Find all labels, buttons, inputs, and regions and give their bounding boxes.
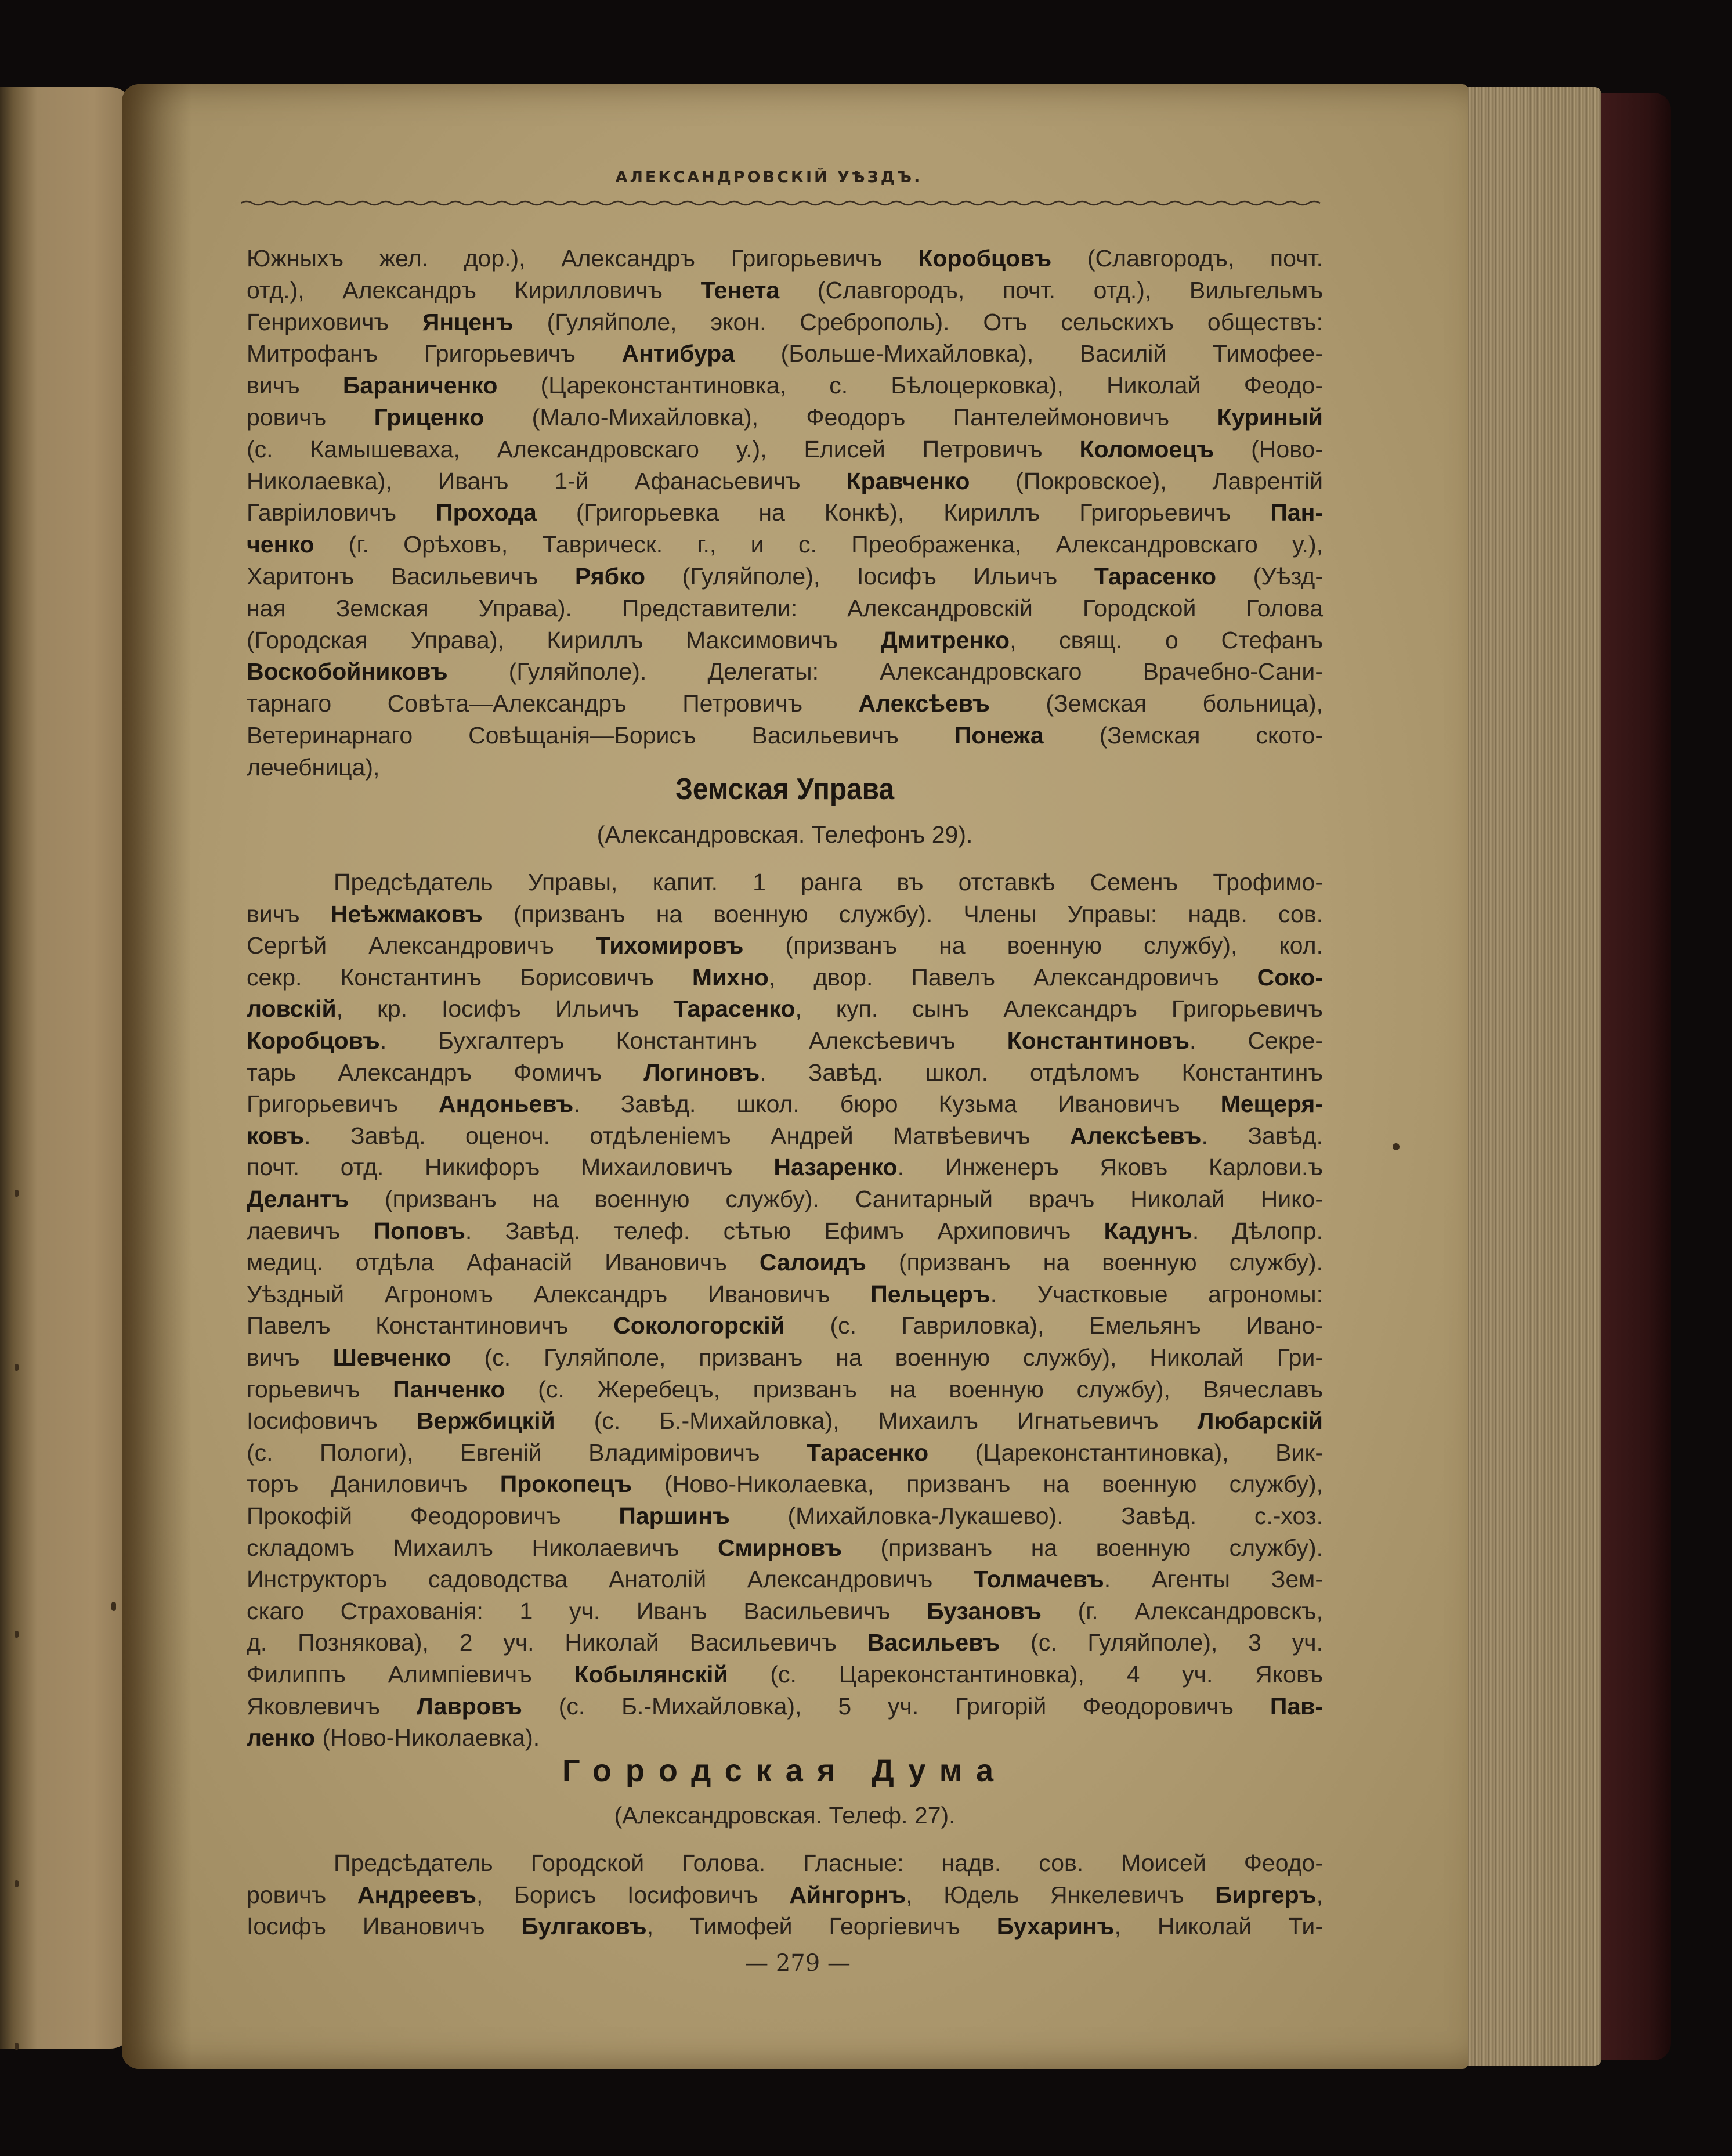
text-line — [247, 654, 1323, 689]
text-run: ная Земская Управа). Представители: Александровскій Городской Голова — [247, 594, 1323, 622]
surname: Поповъ — [373, 1217, 465, 1244]
section-title-gorodskaya-duma: Городская Дума — [562, 1753, 1008, 1788]
surname: Тарасенко — [1094, 563, 1216, 590]
text-line — [247, 1277, 1323, 1312]
text-run: (Славгородъ, почт. отд.), Вильгельмъ — [779, 276, 1323, 304]
running-header: АЛЕКСАНДРОВСКІЙ УѢЗДЪ. — [615, 168, 923, 186]
text-run: (Земская больница), — [989, 690, 1323, 717]
surname: Пав- — [1270, 1692, 1324, 1720]
text-run: (с. Гуляйполе), 3 уч. — [1000, 1629, 1324, 1656]
surname: Паршинъ — [619, 1503, 730, 1529]
text-run: (с. Пологи), Евгеній Владиміровичъ — [247, 1439, 807, 1466]
text-run: отд.), Александръ Кирилловичъ — [247, 276, 701, 304]
text-line — [247, 1467, 1323, 1501]
surname: Тихомировъ — [595, 932, 744, 959]
text-line — [247, 591, 1323, 626]
text-run: (Гуляйполе). Делегаты: Александровскаго Врачебно-Сани- — [447, 658, 1323, 685]
text-run: почт. отд. Никифоръ Михаиловичъ — [247, 1154, 774, 1181]
text-run: (с. Б.-Михайловка), Михаилъ Игнатьевичъ — [555, 1407, 1198, 1435]
text-run: тарнаго Совѣта—Александръ Петровичъ — [247, 690, 859, 717]
text-run: (Ново-Николаевка). — [315, 1724, 540, 1751]
text-line — [247, 1118, 1323, 1153]
surname: Мещеря- — [1220, 1090, 1323, 1118]
gutter-shadow — [122, 84, 191, 2069]
surname: Дмитренко — [880, 626, 1010, 653]
text-run: Уѣздный Агрономъ Александръ Ивановичъ — [247, 1280, 871, 1308]
text-run: , Николай Ти- — [1114, 1913, 1323, 1940]
text-run: ровичъ — [247, 404, 374, 431]
text-line — [247, 1340, 1323, 1375]
section-title-zemskaya-uprava: Земская Управа — [675, 772, 895, 806]
text-run: . Бухгалтеръ Константинъ Алексѣевичъ — [379, 1027, 1007, 1054]
surname: Тарасенко — [673, 995, 796, 1023]
text-line — [247, 1055, 1323, 1090]
surname: ленко — [247, 1724, 316, 1751]
surname: Вержбицкій — [416, 1407, 555, 1435]
text-run: (с. Гуляйполе, призванъ на военную службу), Николай Гри- — [451, 1344, 1324, 1371]
text-line — [247, 1245, 1323, 1280]
text-run: складомъ Михаилъ Николаевичъ — [247, 1534, 718, 1561]
text-run: (г. Александровскъ, — [1042, 1597, 1323, 1624]
text-run: Іосифъ Ивановичъ — [247, 1913, 522, 1940]
text-run: , кр. Іосифъ Ильичъ — [336, 995, 674, 1023]
surname: Кобылянскій — [574, 1661, 728, 1688]
page-stack — [1451, 87, 1601, 2066]
text-line — [247, 686, 1323, 721]
text-line — [334, 865, 1323, 900]
text-line — [247, 1657, 1323, 1692]
text-run: (Покровское), Лаврентій — [970, 467, 1323, 494]
text-line — [247, 623, 1323, 658]
text-line — [247, 1086, 1323, 1121]
text-run: Предсѣдатель Управы, капит. 1 ранга въ отставкѣ Семенъ Трофимо- — [334, 869, 1323, 895]
text-run: . Завѣд. — [1201, 1122, 1323, 1149]
surname: Шевченко — [332, 1344, 451, 1371]
text-run: горьевичъ — [247, 1375, 393, 1403]
surname: Лавровъ — [416, 1692, 522, 1720]
text-line — [247, 464, 1323, 499]
surname: ковъ — [247, 1122, 305, 1149]
surname: Неѣжмаковъ — [330, 900, 483, 927]
text-line — [247, 960, 1323, 995]
surname: Сокологорскій — [613, 1312, 785, 1339]
text-run: (Больше-Михайловка), Василій Тимофее- — [735, 340, 1323, 367]
text-line — [247, 1150, 1323, 1184]
surname: Алексѣевъ — [1070, 1122, 1202, 1149]
text-run: (г. Орѣховъ, Таврическ. г., и с. Преображенка, Александровскаго у.), — [314, 531, 1323, 558]
surname: Гриценко — [374, 404, 484, 431]
surname: Смирновъ — [717, 1534, 843, 1561]
text-run: (Славгородъ, почт. — [1051, 245, 1323, 272]
surname: Бухаринъ — [996, 1913, 1115, 1940]
text-run: (Гуляйполе, экон. Среброполь). Отъ сельскихъ обществъ: — [513, 308, 1324, 335]
surname: Андреевъ — [357, 1881, 476, 1908]
surname: Кадунъ — [1104, 1217, 1192, 1244]
surname: Коробцовъ — [918, 245, 1052, 272]
text-line — [247, 1909, 1323, 1944]
surname: ченко — [247, 531, 314, 558]
text-run: (с. Б.-Михайловка), 5 уч. Григорій Феодоровичъ — [522, 1692, 1270, 1720]
page-number: — 279 — — [745, 1950, 851, 1977]
surname: Тарасенко — [807, 1439, 929, 1466]
text-run: торъ Даниловичъ — [247, 1471, 500, 1498]
text-run: , свящ. о Стефанъ — [1010, 626, 1324, 653]
text-run: (Цареконстантиновка, с. Бѣлоцерковка), Николай Феодо- — [497, 372, 1323, 399]
margin-mark — [111, 1602, 116, 1611]
text-run: . Завѣд. телеф. сѣтью Ефимъ Архиповичъ — [465, 1217, 1104, 1244]
text-run: (Земская ското- — [1043, 722, 1324, 749]
text-run: , Юдель Янкелевичъ — [906, 1881, 1216, 1908]
surname: Понежа — [954, 722, 1044, 749]
surname: Логиновъ — [643, 1059, 760, 1086]
surname: Толмачевъ — [974, 1566, 1104, 1593]
text-run: (с. Камышеваха, Александровскаго у.), Елисей Петровичъ — [247, 435, 1080, 463]
text-line — [247, 1435, 1323, 1470]
text-run: секр. Константинъ Борисовичъ — [247, 963, 692, 991]
text-run: вичъ — [247, 900, 331, 927]
text-run: Гавріиловичъ — [247, 499, 436, 526]
text-line — [247, 991, 1323, 1026]
header-wavy-rule — [241, 198, 1326, 208]
text-run: ровичъ — [247, 1881, 357, 1908]
text-run: Предсѣдатель Городской Голова. Гласные: надв. сов. Моисей Феодо- — [334, 1850, 1323, 1876]
surname: Биргеръ — [1215, 1881, 1317, 1908]
surname: Делантъ — [247, 1186, 349, 1212]
surname: Бараниченко — [342, 372, 498, 399]
text-line — [247, 897, 1323, 931]
text-line — [247, 1403, 1323, 1438]
surname: Прокопецъ — [500, 1471, 632, 1498]
text-run: (Григорьевка на Конкѣ), Кириллъ Григорьевичъ — [536, 499, 1271, 526]
text-line — [247, 1877, 1323, 1912]
surname: Панченко — [393, 1375, 505, 1403]
text-line — [247, 1023, 1323, 1058]
text-run: (призванъ на военную службу). — [866, 1249, 1323, 1276]
text-run: (Мало-Михайловка), Феодоръ Пантелеймоновичъ — [484, 404, 1217, 431]
text-run: (Цареконстантиновка), Вик- — [928, 1439, 1324, 1466]
text-run: Яковлевичъ — [247, 1692, 417, 1720]
text-line — [247, 1720, 1323, 1755]
text-run: Ветеринарнаго Совѣщанія—Борисъ Васильевичъ — [247, 722, 954, 749]
surname: Михно — [692, 963, 769, 991]
text-run: вичъ — [247, 372, 343, 399]
text-run: Сергѣй Александровичъ — [247, 932, 596, 959]
text-line — [247, 305, 1323, 340]
text-run: . Агенты Зем- — [1104, 1566, 1323, 1593]
surname: Любарскій — [1197, 1407, 1323, 1435]
text-run: Южныхъ жел. дор.), Александръ Григорьевичъ — [247, 245, 919, 272]
section-subtitle-zemskaya-uprava: (Александровская. Телефонъ 29). — [596, 821, 973, 848]
text-run: (призванъ на военную службу). — [842, 1534, 1323, 1561]
text-run: . Инженеръ Яковъ Карлови.ъ — [897, 1154, 1323, 1181]
margin-marks — [15, 1190, 26, 2060]
text-run: (Уѣзд- — [1216, 563, 1323, 590]
text-run: Митрофанъ Григорьевичъ — [247, 340, 622, 367]
text-run: (Гуляйполе), Іосифъ Ильичъ — [645, 563, 1094, 590]
section-subtitle-gorodskaya-duma: (Александровская. Телеф. 27). — [614, 1802, 956, 1829]
text-run: Инструкторъ садоводства Анатолій Александровичъ — [247, 1566, 974, 1593]
text-run: скаго Страхованія: 1 уч. Иванъ Васильевичъ — [247, 1597, 927, 1624]
text-run: . Завѣд. школ. бюро Кузьма Ивановичъ — [573, 1090, 1221, 1118]
text-line — [247, 1689, 1323, 1724]
text-run: (с. Гавриловка), Емельянъ Ивано- — [784, 1312, 1323, 1339]
surname: Алексѣевъ — [858, 690, 990, 717]
text-line — [247, 1594, 1323, 1628]
text-run: вичъ — [247, 1344, 333, 1371]
ink-speck — [1393, 1143, 1400, 1150]
surname: ловскій — [247, 995, 337, 1023]
text-line — [247, 1530, 1323, 1565]
surname: Коломоецъ — [1079, 435, 1214, 463]
text-run: Генриховичъ — [247, 308, 422, 335]
text-run: (Ново- — [1214, 435, 1323, 463]
text-line — [247, 336, 1323, 371]
text-line — [247, 1562, 1323, 1597]
text-run: (призванъ на военную службу), кол. — [743, 932, 1323, 959]
surname: Назаренко — [773, 1154, 898, 1181]
text-run: Харитонъ Васильевичъ — [247, 563, 575, 590]
surname: Пельцеръ — [870, 1280, 990, 1308]
text-run: (призванъ на военную службу). Санитарный врачъ Николай Нико- — [349, 1186, 1323, 1212]
text-run: лаевичъ — [247, 1217, 374, 1244]
text-run: (Ново-Николаевка, призванъ на военную службу), — [632, 1471, 1323, 1498]
text-line — [247, 718, 1323, 753]
text-line — [247, 400, 1323, 435]
text-run: . Участковые агрономы: — [990, 1280, 1324, 1308]
text-line — [247, 1214, 1323, 1248]
surname: Бузановъ — [927, 1597, 1042, 1624]
surname: Воскобойниковъ — [247, 658, 448, 685]
text-line — [247, 1182, 1323, 1216]
text-line — [247, 559, 1323, 594]
text-run: (Михайловка-Лукашево). Завѣд. с.-хоз. — [729, 1503, 1323, 1529]
surname: Салоидъ — [759, 1249, 866, 1276]
surname: Пан- — [1270, 499, 1323, 526]
text-run: тарь Александръ Фомичъ — [247, 1059, 644, 1086]
text-line — [247, 1498, 1323, 1533]
surname: Прохода — [436, 499, 537, 526]
text-line — [247, 368, 1323, 403]
surname: Айнгорнъ — [789, 1881, 906, 1908]
text-run: , — [1316, 1881, 1324, 1908]
text-line — [247, 1625, 1323, 1660]
text-run: , двор. Павелъ Александровичъ — [768, 963, 1257, 991]
text-run: Григорьевичъ — [247, 1090, 439, 1118]
text-run: . Завѣд. школ. отдѣломъ Константинъ — [760, 1059, 1323, 1086]
surname: Андоньевъ — [439, 1090, 574, 1118]
surname: Кравченко — [846, 467, 970, 494]
surname: Янценъ — [422, 308, 514, 335]
text-run: лечебница), — [247, 753, 380, 781]
surname: Куриный — [1217, 404, 1323, 431]
left-page-edge — [0, 87, 133, 2049]
text-run: . Дѣлопр. — [1192, 1217, 1323, 1244]
text-run: , куп. сынъ Александръ Григорьевичъ — [795, 995, 1323, 1023]
text-run: (с. Жеребецъ, призванъ на военную службу), Вячеславъ — [505, 1375, 1324, 1403]
surname: Рябко — [574, 563, 645, 590]
text-run: (с. Цареконстантиновка), 4 уч. Яковъ — [728, 1661, 1323, 1688]
text-line — [247, 432, 1323, 467]
text-run: Прокофій Феодоровичъ — [247, 1503, 619, 1529]
text-line — [247, 1308, 1323, 1343]
text-line — [247, 1372, 1323, 1407]
text-run: , Борисъ Іосифовичъ — [476, 1881, 790, 1908]
text-run: . Завѣд. оценоч. отдѣленіемъ Андрей Матвѣевичъ — [304, 1122, 1071, 1149]
text-line — [247, 527, 1323, 562]
text-line — [334, 1846, 1323, 1880]
surname: Булгаковъ — [521, 1913, 647, 1940]
surname: Тенета — [700, 276, 780, 304]
surname: Антибура — [621, 340, 735, 367]
text-run: . Секре- — [1189, 1027, 1323, 1054]
text-run: (Городская Управа), Кириллъ Максимовичъ — [247, 626, 881, 653]
text-line — [247, 241, 1323, 276]
text-run: Филиппъ Алимпіевичъ — [247, 1661, 574, 1688]
surname: Васильевъ — [867, 1629, 1000, 1656]
text-run: медиц. отдѣла Афанасій Ивановичъ — [247, 1249, 760, 1276]
text-run: (призванъ на военную службу). Члены Управы: надв. сов. — [482, 900, 1323, 927]
text-line — [247, 273, 1323, 308]
text-line — [247, 928, 1323, 963]
text-run: , Тимофей Георгіевичъ — [646, 1913, 997, 1940]
text-run: д. Познякова), 2 уч. Николай Васильевичъ — [247, 1629, 867, 1656]
surname: Коробцовъ — [247, 1027, 380, 1054]
surname: Соко- — [1257, 963, 1323, 991]
text-run: Павелъ Константиновичъ — [247, 1312, 614, 1339]
surname: Константиновъ — [1007, 1027, 1190, 1054]
text-run: Николаевка), Иванъ 1-й Афанасьевичъ — [247, 467, 847, 494]
text-run: Іосифовичъ — [247, 1407, 417, 1435]
text-line — [247, 495, 1323, 530]
